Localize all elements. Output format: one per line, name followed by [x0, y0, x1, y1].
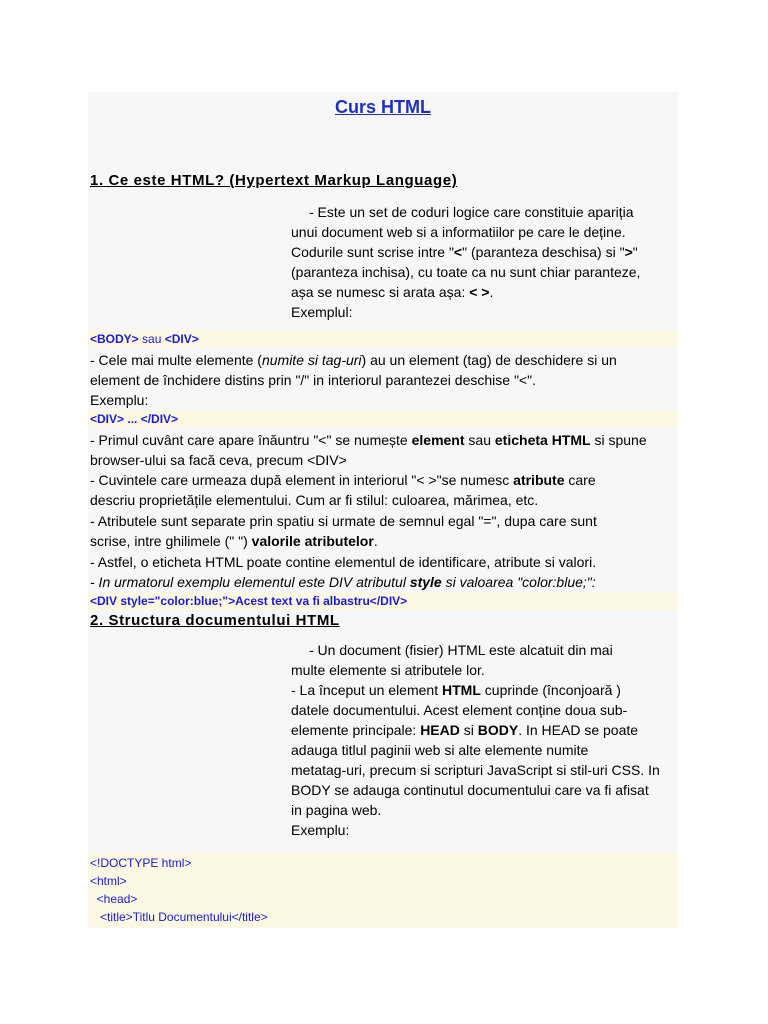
intro-line: datele documentului. Acest element conține doua sub- — [291, 702, 628, 718]
intro-line: (paranteza inchisa), cu toate ca nu sunt chiar paranteze, — [291, 264, 641, 280]
code-line: <head> — [90, 892, 138, 906]
text-line: element de închidere distins prin "/" in interiorul parantezei deschise "<". — [90, 372, 536, 388]
code-line: <!DOCTYPE html> — [90, 856, 192, 870]
text-line: descriu proprietățile elementului. Cum ar fi stilul: culoarea, mărimea, etc. — [90, 492, 539, 508]
section1-heading: 1. Ce este HTML? (Hypertext Markup Language) — [90, 172, 458, 189]
intro-line: BODY se adauga continutul documentului care va fi afisat — [291, 782, 649, 798]
code-example-html-structure — [88, 852, 678, 928]
text-line: browser-ului sa facă ceva, precum <DIV> — [90, 452, 347, 468]
section1-intro — [291, 202, 681, 322]
intro-line: așa se numesc si arata așa: < >. — [291, 284, 494, 300]
code-line: <html> — [90, 874, 127, 888]
document-title[interactable]: Curs HTML — [335, 97, 431, 117]
intro-line: Exemplul: — [291, 304, 353, 320]
intro-line: metatag-uri, precum si scripturi JavaScript si stil-uri CSS. In — [291, 762, 660, 778]
intro-line: - La început un element HTML cuprinde (înconjoară ) — [291, 682, 621, 698]
text-line: - Cuvintele care urmeaza după element in interiorul "< >"se numesc atribute care — [90, 472, 596, 488]
code-example-div-style: <DIV style="color:blue;">Acest text va fi albastru</DIV> — [88, 592, 678, 610]
code-line: <title>Titlu Documentului</title> — [90, 910, 268, 924]
text-line: - Atributele sunt separate prin spatiu si urmate de semnul egal "=", dupa care sunt — [90, 513, 597, 529]
text-line: - Astfel, o eticheta HTML poate contine elementul de identificare, atribute si valori. — [90, 554, 597, 570]
intro-line: Codurile sunt scrise intre "<" (paranteza deschisa) si ">" — [291, 244, 638, 260]
intro-line: adauga titlul paginii web si alte elemente numite — [291, 742, 589, 758]
intro-line: elemente principale: HEAD si BODY. In HEAD se poate — [291, 722, 639, 738]
section2-heading: 2. Structura documentului HTML — [90, 612, 340, 629]
code-example-div: <DIV> ... </DIV> — [88, 410, 678, 428]
code-example-body-div: <BODY> sau <DIV> — [88, 330, 678, 348]
intro-line: unui document web si a informatiilor pe care le deține. — [291, 224, 626, 240]
text-line: - Primul cuvânt care apare înăuntru "<" se numește element sau eticheta HTML si spune — [90, 432, 647, 448]
text-line: Exemplu: — [90, 392, 149, 408]
text-line: - In urmatorul exemplu elementul este DIV atributul style si valoarea "color:blue;": — [90, 574, 596, 590]
intro-line: - Un document (fisier) HTML este alcatuit din mai — [309, 642, 613, 658]
section2-intro — [291, 640, 681, 840]
text-line: scrise, intre ghilimele (" ") valorile atributelor. — [90, 533, 378, 549]
text-line: - Cele mai multe elemente (numite si tag-uri) au un element (tag) de deschidere si un — [90, 352, 617, 368]
intro-line: - Este un set de coduri logice care constituie apariția — [309, 204, 634, 220]
intro-line: Exemplu: — [291, 822, 350, 838]
intro-line: multe elemente si atributele lor. — [291, 662, 485, 678]
document-page — [88, 92, 678, 924]
intro-line: in pagina web. — [291, 802, 382, 818]
